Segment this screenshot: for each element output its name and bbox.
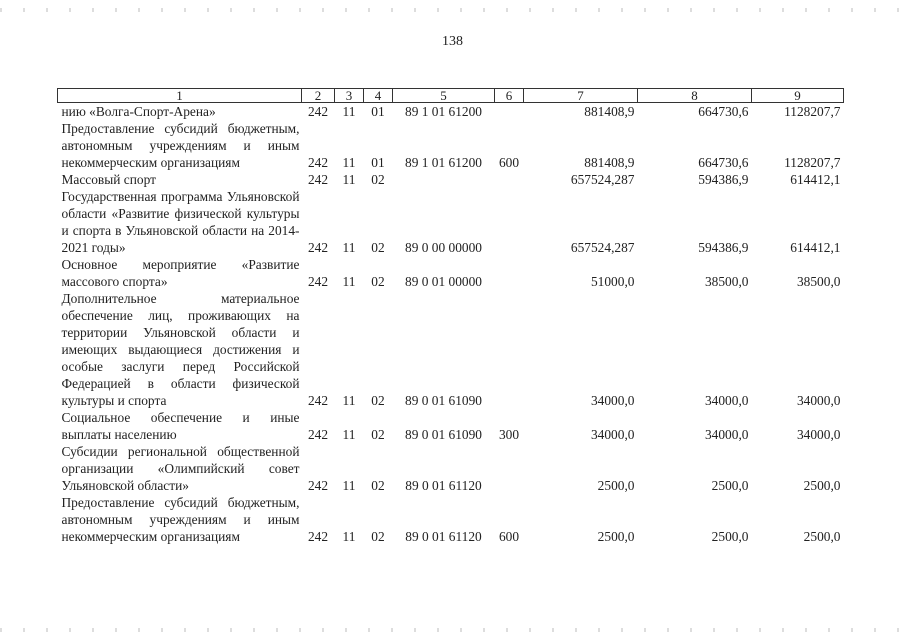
row-amount-col9: 614412,1 xyxy=(790,172,841,187)
table-row xyxy=(58,443,844,494)
header-col-7: 7 xyxy=(524,89,638,103)
row-subsection: 02 xyxy=(371,427,385,442)
row-expense-type: 600 xyxy=(498,529,520,544)
row-description: Массовый спорт xyxy=(61,172,156,187)
row-amount-col7: 34000,0 xyxy=(590,427,635,442)
scan-noise-bottom xyxy=(0,628,905,632)
table-body xyxy=(58,103,844,546)
table-row xyxy=(58,494,844,545)
row-subsection: 01 xyxy=(371,155,385,170)
row-admin-code: 242 xyxy=(307,478,329,493)
row-subsection: 02 xyxy=(371,529,385,544)
row-amount-col9: 1128207,7 xyxy=(784,155,841,170)
table-row xyxy=(58,256,844,290)
row-target-article xyxy=(393,171,495,188)
row-amount-col8: 2500,0 xyxy=(711,529,749,544)
header-col-2: 2 xyxy=(302,89,335,103)
row-amount-col7: 2500,0 xyxy=(597,529,635,544)
header-col-8: 8 xyxy=(638,89,752,103)
header-col-1: 1 xyxy=(58,89,302,103)
header-col-3: 3 xyxy=(335,89,364,103)
row-admin-code: 242 xyxy=(307,393,329,408)
row-admin-code: 242 xyxy=(307,427,329,442)
row-target-article: 89 0 01 61120 xyxy=(405,529,482,544)
row-amount-col9: 614412,1 xyxy=(790,240,841,255)
table-row xyxy=(58,290,844,409)
row-amount-col7: 51000,0 xyxy=(590,274,635,289)
header-col-5: 5 xyxy=(393,89,495,103)
row-amount-col8: 38500,0 xyxy=(704,274,749,289)
budget-table xyxy=(57,88,844,545)
row-amount-col8: 2500,0 xyxy=(711,478,749,493)
table-row xyxy=(58,103,844,121)
header-col-6: 6 xyxy=(495,89,524,103)
row-section: 11 xyxy=(342,104,356,119)
row-expense-type xyxy=(495,103,524,121)
row-section: 11 xyxy=(342,427,356,442)
row-amount-col9: 1128207,7 xyxy=(784,104,841,119)
row-subsection: 01 xyxy=(371,104,385,119)
row-admin-code: 242 xyxy=(307,274,329,289)
row-section: 11 xyxy=(342,172,356,187)
row-description: Предоставление субсидий бюджетным, автономным учреждениям и иным некоммерческим организациям xyxy=(61,495,300,544)
scan-noise-top xyxy=(0,8,905,12)
row-expense-type xyxy=(495,443,524,494)
row-target-article: 89 1 01 61200 xyxy=(405,155,482,170)
row-subsection: 02 xyxy=(371,478,385,493)
row-amount-col7: 657524,287 xyxy=(570,240,635,255)
row-expense-type: 600 xyxy=(498,155,520,170)
row-expense-type xyxy=(495,290,524,409)
row-amount-col9: 34000,0 xyxy=(796,427,841,442)
row-amount-col9: 38500,0 xyxy=(796,274,841,289)
header-col-4: 4 xyxy=(364,89,393,103)
row-admin-code: 242 xyxy=(307,529,329,544)
row-amount-col7: 2500,0 xyxy=(597,478,635,493)
row-target-article: 89 0 01 00000 xyxy=(405,274,482,289)
row-description: Дополнительное материальное обеспечение лиц, проживающих на территории Ульяновской области и имеющих выдающиеся достижения и особые заслуги перед Российской Федерацией в области физической культуры и спорта xyxy=(61,291,300,408)
row-admin-code: 242 xyxy=(307,155,329,170)
row-admin-code: 242 xyxy=(307,172,329,187)
row-amount-col9: 2500,0 xyxy=(803,529,841,544)
row-subsection: 02 xyxy=(371,172,385,187)
page-number: 138 xyxy=(442,34,463,49)
row-subsection: 02 xyxy=(371,393,385,408)
row-admin-code: 242 xyxy=(307,240,329,255)
table-row xyxy=(58,171,844,188)
table-row xyxy=(58,188,844,256)
row-section: 11 xyxy=(342,274,356,289)
row-subsection: 02 xyxy=(371,240,385,255)
row-amount-col9: 2500,0 xyxy=(803,478,841,493)
header-row xyxy=(58,89,844,103)
row-section: 11 xyxy=(342,240,356,255)
row-target-article: 89 0 01 61090 xyxy=(405,427,482,442)
row-amount-col8: 594386,9 xyxy=(698,172,749,187)
row-description: Основное мероприятие «Развитие массового спорта» xyxy=(61,257,300,289)
table-header xyxy=(58,89,844,103)
row-subsection: 02 xyxy=(371,274,385,289)
row-description: нию «Волга-Спорт-Арена» xyxy=(61,104,216,119)
row-target-article: 89 0 01 61120 xyxy=(405,478,482,493)
row-expense-type xyxy=(495,171,524,188)
row-section: 11 xyxy=(342,478,356,493)
row-section: 11 xyxy=(342,393,356,408)
row-amount-col8: 664730,6 xyxy=(698,104,749,119)
row-target-article: 89 1 01 61200 xyxy=(405,104,482,119)
row-amount-col8: 594386,9 xyxy=(698,240,749,255)
row-target-article: 89 0 01 61090 xyxy=(405,393,482,408)
table-row xyxy=(58,409,844,443)
row-target-article: 89 0 00 00000 xyxy=(405,240,482,255)
row-amount-col7: 657524,287 xyxy=(570,172,635,187)
row-amount-col7: 34000,0 xyxy=(590,393,635,408)
row-description: Государственная программа Ульяновской области «Развитие физической культуры и спорта в Ульяновской области на 2014-2021 годы» xyxy=(61,189,300,255)
row-amount-col7: 881408,9 xyxy=(584,155,635,170)
row-expense-type: 300 xyxy=(498,427,520,442)
row-admin-code: 242 xyxy=(307,104,329,119)
row-amount-col9: 34000,0 xyxy=(796,393,841,408)
table-row xyxy=(58,120,844,171)
row-description: Предоставление субсидий бюджетным, автономным учреждениям и иным некоммерческим организациям xyxy=(61,121,300,170)
row-amount-col8: 664730,6 xyxy=(698,155,749,170)
row-description: Социальное обеспечение и иные выплаты населению xyxy=(61,410,300,442)
row-expense-type xyxy=(495,188,524,256)
row-amount-col7: 881408,9 xyxy=(584,104,635,119)
row-amount-col8: 34000,0 xyxy=(704,427,749,442)
header-col-9: 9 xyxy=(752,89,844,103)
row-amount-col8: 34000,0 xyxy=(704,393,749,408)
row-section: 11 xyxy=(342,155,356,170)
row-section: 11 xyxy=(342,529,356,544)
row-expense-type xyxy=(495,256,524,290)
row-description: Субсидии региональной общественной организации «Олимпийский совет Ульяновской области» xyxy=(61,444,300,493)
